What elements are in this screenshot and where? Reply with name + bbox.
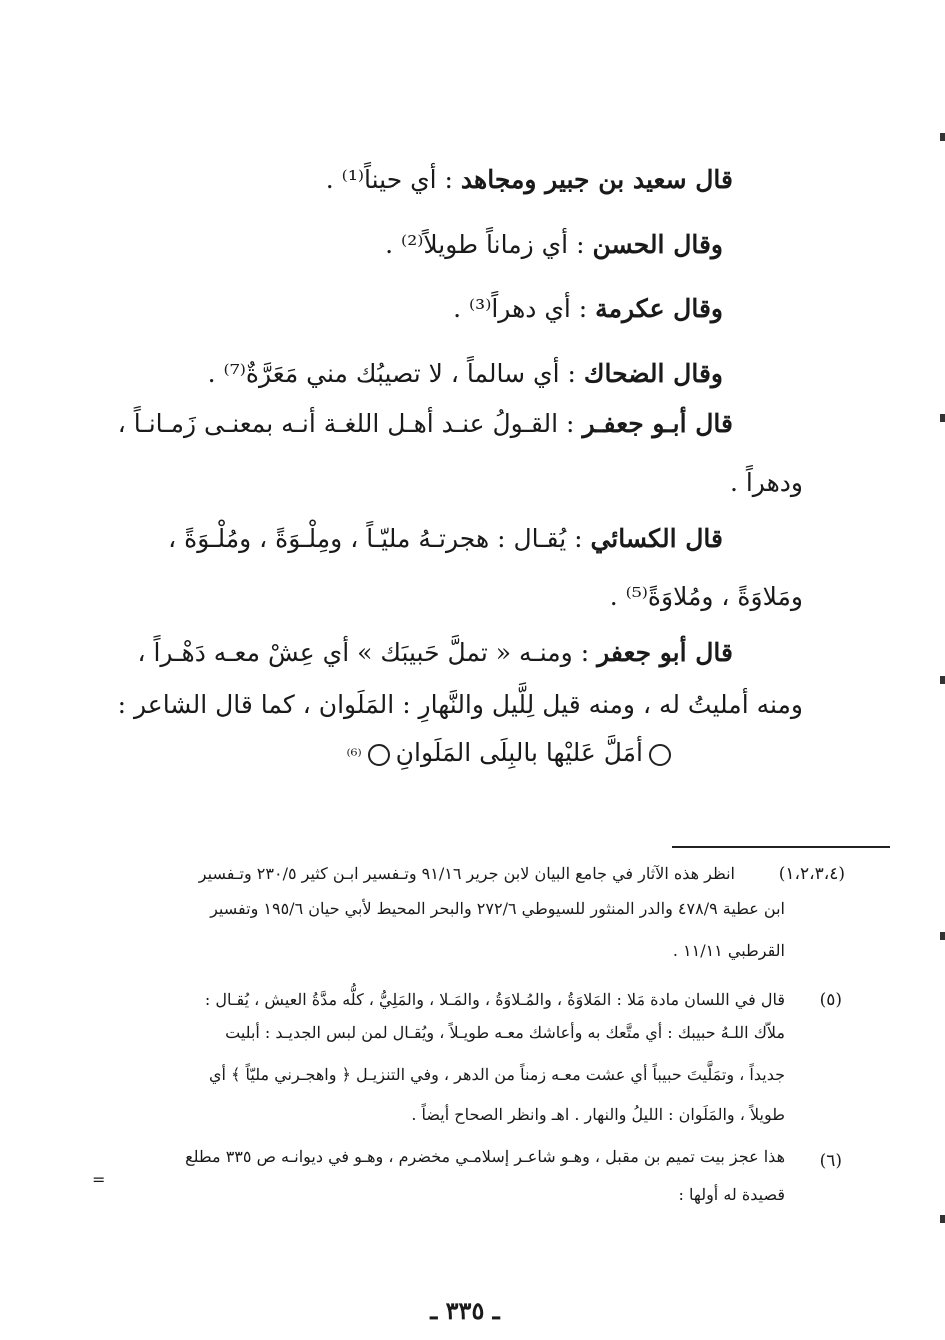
edge-mark [940,1215,945,1223]
line-text: ودهراً . [729,468,803,497]
line-text: ومَلاوَةً ، ومُلاوَةً⁽⁵⁾ . [609,582,803,611]
body-line-5 [118,407,733,441]
footnote-1-line-2: ابن عطية ٤٧٨/٩ والدر المنثور للسيوطي ٢٧٢/٦ والبحر المحيط لأبي حيان ١٩٥/٦ وتفسير [210,899,785,918]
footnote-5-line-2: ملاّك اللـهُ حبيبك : أي متَّعك به وأعاشك معـه طويـلاً ، ويُقـال لمن لبس الجديـد : أبليت [225,1023,785,1042]
body-line-7 [168,522,723,556]
line-text: ومنه أمليتُ له ، ومنه قيل لِلَّيل والنَّهارِ : المَلَوان ، كما قال الشاعر : [117,690,803,719]
body-line-8 [610,580,803,614]
footnote-1-line-3: القرطبي ١١/١١ . [672,941,785,960]
verse-text: أمَلَّ عَليْها بالبِلَى المَلَوانِ [395,738,643,767]
footnote-6-line-1: هذا عجز بيت تميم بن مقبل ، وهـو شاعـر إسلامـي مخضرم ، وهـو في ديوانـه ص ٣٣٥ مطلع [185,1147,785,1166]
footnote-6-line-2: قصيدة له أولها : [678,1185,785,1204]
line-text: : أي حيناً⁽¹⁾ . [325,165,461,194]
footnote-1-line-1: انظر هذه الآثار في جامع البيان لابن جرير ٩١/١٦ وتـفسير ابـن كثير ٢٣٠/٥ وتـفسير [198,864,735,883]
edge-mark [940,414,945,422]
footnote-5-line-3: جديداً ، وتمَلَّيتَ حبيباً أي عشت معـه زمناً من الدهر ، وفي التنزيـل ﴿ واهجـرني مليّاً ﴾ أي [209,1065,785,1084]
verse-ornament-icon [368,744,390,766]
line-text: : يُقـال : هجرتـهُ مليّـاً ، ومِلْـوَةً ، ومُلْـوَةً ، [168,524,591,553]
line-text: : أي سالماً ، لا تصيبُك مني مَعَرَّةٌ⁽⁷⁾ . [207,359,584,388]
speaker-name: قال أبو جعفر [597,638,733,667]
speaker-name: قال أبـو جعفـر [582,409,733,438]
verse-line [346,736,677,773]
body-line-4 [208,357,723,391]
body-line-6 [730,466,803,500]
footnote-5-number: (٥) [819,990,842,1010]
speaker-name: وقال الضحاك [583,359,723,388]
footnote-5-line-4: طويلاً ، والمَلَوان : الليلُ والنهار . اهـ وانظر الصحاح أيضاً . [411,1105,785,1124]
edge-mark [940,676,945,684]
line-text: : القـولُ عنـد أهـل اللغـة أنـه بمعنـى زَمـانـاً ، [117,409,583,438]
line-text: : أي زماناً طويلاً⁽²⁾ . [385,230,593,259]
footnote-6-number: (٦) [819,1151,842,1171]
body-line-1 [326,163,733,197]
line-text: : أي دهراً⁽³⁾ . [453,294,596,323]
footnote-1-number: (١،٢،٣،٤) [778,864,845,884]
body-line-2 [385,228,723,262]
footnote-6-mark: = [92,1170,106,1189]
edge-mark [940,133,945,141]
speaker-name: قال الكسائي [590,524,723,553]
footnote-separator [672,846,890,848]
body-line-10 [118,688,803,722]
body-line-3 [453,292,723,326]
speaker-name: وقال عكرمة [595,294,723,323]
verse-ornament-icon [649,744,671,766]
line-text: : ومنـه « تملَّ حَبيبَك » أي عِشْ معـه دَهْـراً ، [137,638,598,667]
body-line-9 [137,636,733,670]
speaker-name: وقال الحسن [592,230,723,259]
page-number: ـ ٣٣٥ ـ [430,1296,500,1325]
verse-footnote-ref: ⁽⁶⁾ [346,746,362,766]
footnote-5-line-1: قال في اللسان مادة مَلا : المَلاوَةُ ، والمُـلاوَةُ ، والمَـلا ، والمَلِيُّ ، كلُّه مدَّةُ العيش ، يُقـال : [204,990,785,1009]
speaker-name: قال سعيد بن جبير ومجاهد [460,165,733,194]
edge-mark [940,932,945,940]
